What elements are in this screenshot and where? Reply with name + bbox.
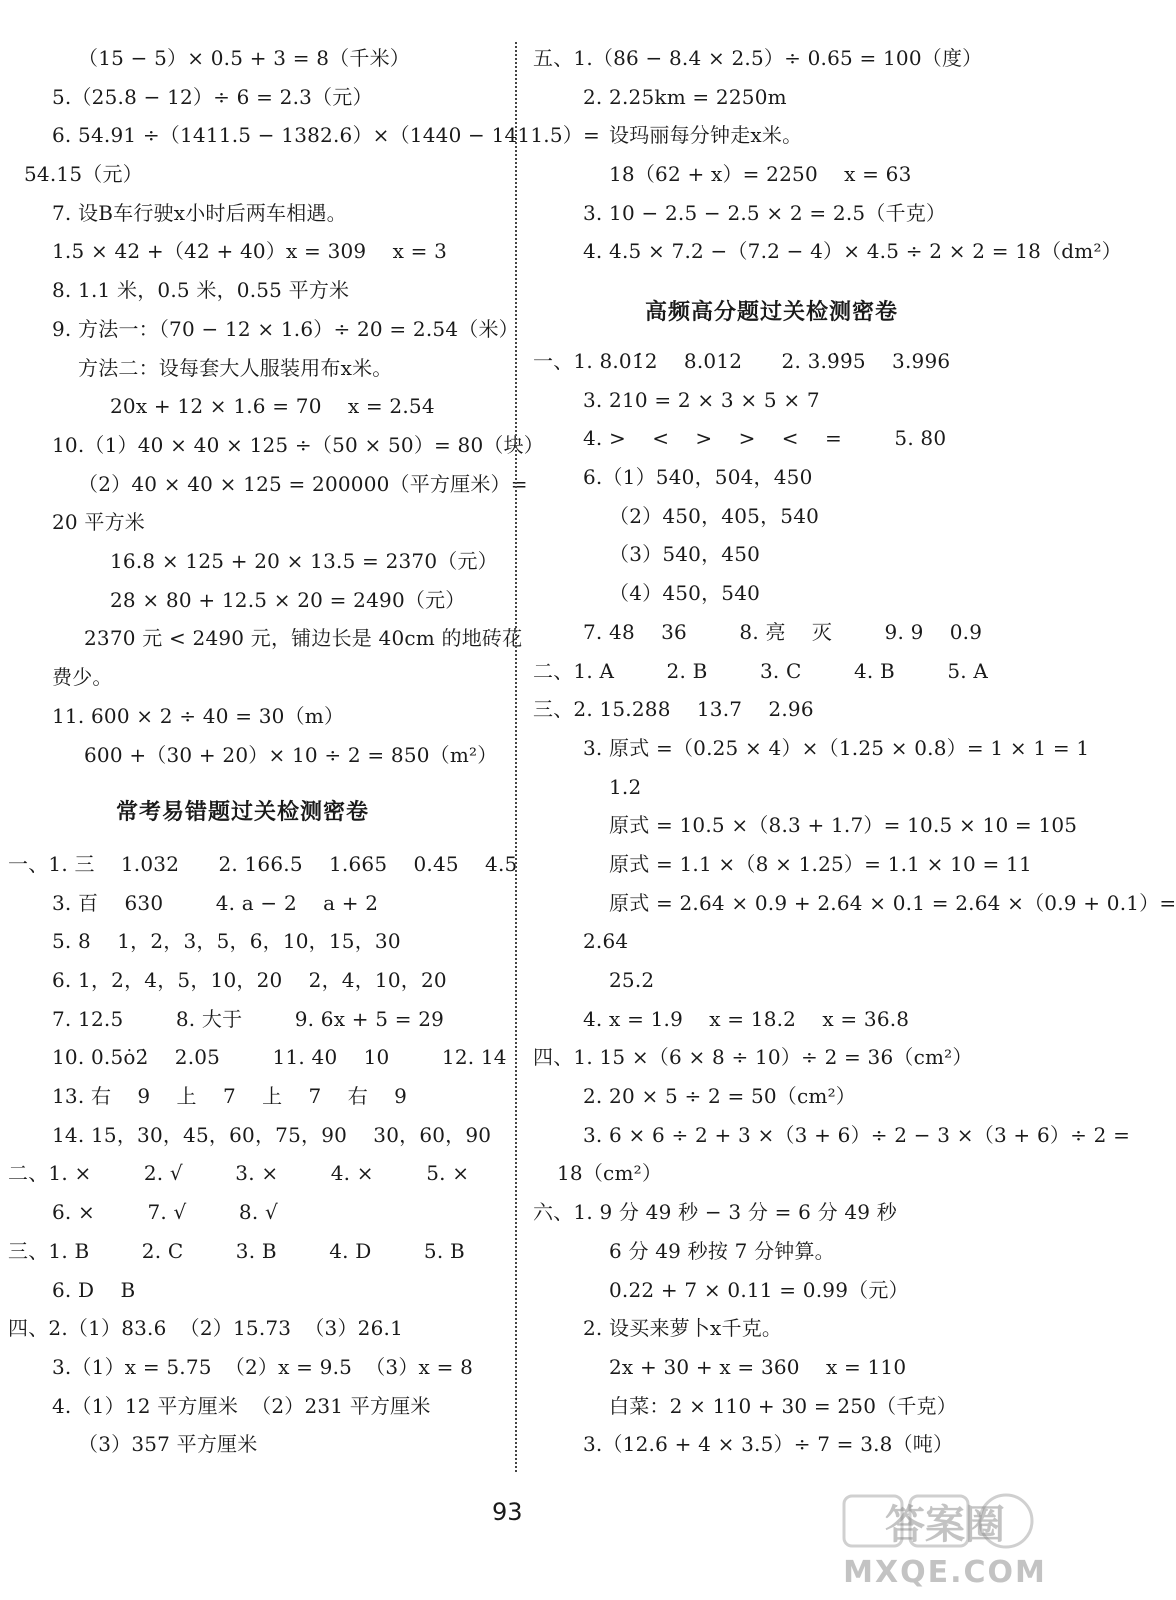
answer-line: 600 +（30 + 20）× 10 ÷ 2 = 850（m²） — [84, 743, 498, 767]
answer-line: 13. 右 9 上 7 上 7 右 9 — [52, 1084, 408, 1108]
answer-line: 5.（25.8 − 12）÷ 6 = 2.3（元） — [52, 85, 373, 109]
answer-line: （3）357 平方厘米 — [78, 1432, 258, 1456]
answer-line: 一、1. 三 1.032 2. 166.5 1.665 0.45 4.5 — [8, 852, 518, 876]
answer-line: 2x + 30 + x = 360 x = 110 — [609, 1355, 907, 1379]
answer-line: 6.（1）540，504，450 — [583, 465, 813, 489]
watermark-url: MXQE.COM — [843, 1555, 1047, 1590]
answer-line: 0.22 + 7 × 0.11 = 0.99（元） — [609, 1278, 909, 1302]
answer-line: 五、1.（86 − 8.4 × 2.5）÷ 0.65 = 100（度） — [533, 46, 983, 70]
answer-line: 14. 15，30，45，60，75，90 30，60，90 — [52, 1123, 492, 1147]
answer-line: 一、1. 8.01̇2 8.012 2. 3.9̇9̇5 3.996 — [533, 349, 951, 373]
watermark-text: 答案圈 — [885, 1502, 1005, 1548]
answer-line: 原式 = 10.5 ×（8.3 + 1.7）= 10.5 × 10 = 105 — [609, 813, 1078, 837]
answer-line: 25.2 — [609, 968, 655, 992]
answer-line: 3. 210 = 2 × 3 × 5 × 7 — [583, 388, 820, 412]
answer-line: 二、1. A 2. B 3. C 4. B 5. A — [533, 659, 989, 683]
answer-line: 7. 12.5 8. 大于 9. 6x + 5 = 29 — [52, 1007, 445, 1031]
answer-line: 设玛丽每分钟走x米。 — [609, 123, 803, 147]
answer-line: 7. 48 36 8. 亮 灭 9. 9 0.9 — [583, 620, 983, 644]
answer-line: 1.2 — [609, 775, 642, 799]
answer-line: 7. 设B车行驶x小时后两车相遇。 — [52, 201, 347, 225]
answer-line: 4. 4.5 × 7.2 −（7.2 − 4）× 4.5 ÷ 2 × 2 = 18（dm²） — [583, 239, 1122, 263]
watermark-logo — [840, 1490, 1050, 1595]
answer-line: 9. 方法一：（70 − 12 × 1.6）÷ 20 = 2.54（米） — [52, 317, 519, 341]
answer-line: 6. × 7. √ 8. √ — [52, 1200, 278, 1224]
answer-line: 2370 元 < 2490 元，铺边长是 40cm 的地砖花 — [84, 626, 523, 650]
answer-line: （4）450，540 — [609, 581, 761, 605]
answer-line: 8. 1.1 米，0.5 米，0.55 平方米 — [52, 278, 350, 302]
answer-line: 2. 20 × 5 ÷ 2 = 50（cm²） — [583, 1084, 856, 1108]
answer-line: 费少。 — [52, 665, 113, 689]
column-divider — [515, 42, 517, 1472]
answer-line: 3. 6 × 6 ÷ 2 + 3 ×（3 + 6）÷ 2 − 3 ×（3 + 6）÷ 2 = — [583, 1123, 1131, 1147]
answer-line: 3. 百 630 4. a − 2 a + 2 — [52, 891, 379, 915]
answer-line: 六、1. 9 分 49 秒 − 3 分 = 6 分 49 秒 — [533, 1200, 897, 1224]
answer-line: 20 平方米 — [52, 510, 146, 534]
section-heading: 常考易错题过关检测密卷 — [116, 800, 370, 825]
answer-line: 18（cm²） — [557, 1161, 663, 1185]
answer-line: 方法二：设每套大人服装用布x米。 — [78, 356, 393, 380]
answer-line: 2. 设买来萝卜x千克。 — [583, 1316, 783, 1340]
answer-line: 2. 2.25km = 2250m — [583, 85, 787, 109]
answer-line: 3. 10 − 2.5 − 2.5 × 2 = 2.5（千克） — [583, 201, 947, 225]
answer-line: 1.5 × 42 +（42 + 40）x = 309 x = 3 — [52, 239, 448, 263]
answer-line: 11. 600 × 2 ÷ 40 = 30（m） — [52, 704, 345, 728]
answer-line: 28 × 80 + 12.5 × 20 = 2490（元） — [110, 588, 466, 612]
answer-line: 白菜：2 × 110 + 30 = 250（千克） — [609, 1394, 957, 1418]
answer-line: 四、2.（1）83.6 （2）15.73 （3）26.1 — [8, 1316, 404, 1340]
answer-line: 10.（1）40 × 40 × 125 ÷（50 × 50）= 80（块） — [52, 433, 544, 457]
answer-line: （15 − 5）× 0.5 + 3 = 8（千米） — [78, 46, 410, 70]
page-number: 93 — [492, 1498, 523, 1526]
answer-line: 三、2. 15.288 13.7 2.96 — [533, 697, 814, 721]
answer-line: 原式 = 2.64 × 0.9 + 2.64 × 0.1 = 2.64 ×（0.9 + 0.1）= — [609, 891, 1176, 915]
answer-line: 6. 1，2，4，5，10，20 2，4，10，20 — [52, 968, 447, 992]
answer-line: 20x + 12 × 1.6 = 70 x = 2.54 — [110, 394, 435, 418]
answer-line: 18（62 + x）= 2250 x = 63 — [609, 162, 912, 186]
answer-line: 3. 原式 =（0.25 × 4）×（1.25 × 0.8）= 1 × 1 = 1 — [583, 736, 1090, 760]
answer-line: 3.（12.6 + 4 × 3.5）÷ 7 = 3.8（吨） — [583, 1432, 954, 1456]
section-heading: 高频高分题过关检测密卷 — [645, 300, 899, 325]
answer-line: 4.（1）12 平方厘米 （2）231 平方厘米 — [52, 1394, 431, 1418]
answer-line: 三、1. B 2. C 3. B 4. D 5. B — [8, 1239, 465, 1263]
answer-line: 6 分 49 秒按 7 分钟算。 — [609, 1239, 835, 1263]
answer-line: 四、1. 15 ×（6 × 8 ÷ 10）÷ 2 = 36（cm²） — [533, 1045, 973, 1069]
answer-line: 4. > < > > < = 5. 80 — [583, 426, 947, 450]
answer-line: 16.8 × 125 + 20 × 13.5 = 2370（元） — [110, 549, 498, 573]
answer-line: 6. 54.91 ÷（1411.5 − 1382.6）×（1440 − 1411.5）= — [52, 123, 600, 147]
answer-line: 54.15（元） — [24, 162, 143, 186]
answer-line: 原式 = 1.1 ×（8 × 1.25）= 1.1 × 10 = 11 — [609, 852, 1032, 876]
answer-line: 5. 8 1，2，3，5，6，10，15，30 — [52, 929, 401, 953]
answer-line: 2.64 — [583, 929, 629, 953]
answer-line: 6. D B — [52, 1278, 136, 1302]
answer-line: 4. x = 1.9 x = 18.2 x = 36.8 — [583, 1007, 910, 1031]
answer-line: 3.（1）x = 5.75 （2）x = 9.5 （3）x = 8 — [52, 1355, 474, 1379]
answer-line: （3）540，450 — [609, 542, 761, 566]
answer-line: （2）450，405，540 — [609, 504, 820, 528]
answer-line: 10. 0.5ȯ2̇ 2.05 11. 40 10 12. 14 — [52, 1045, 507, 1069]
answer-line: （2）40 × 40 × 125 = 200000（平方厘米）= — [78, 472, 528, 496]
answer-line: 二、1. × 2. √ 3. × 4. × 5. × — [8, 1161, 470, 1185]
